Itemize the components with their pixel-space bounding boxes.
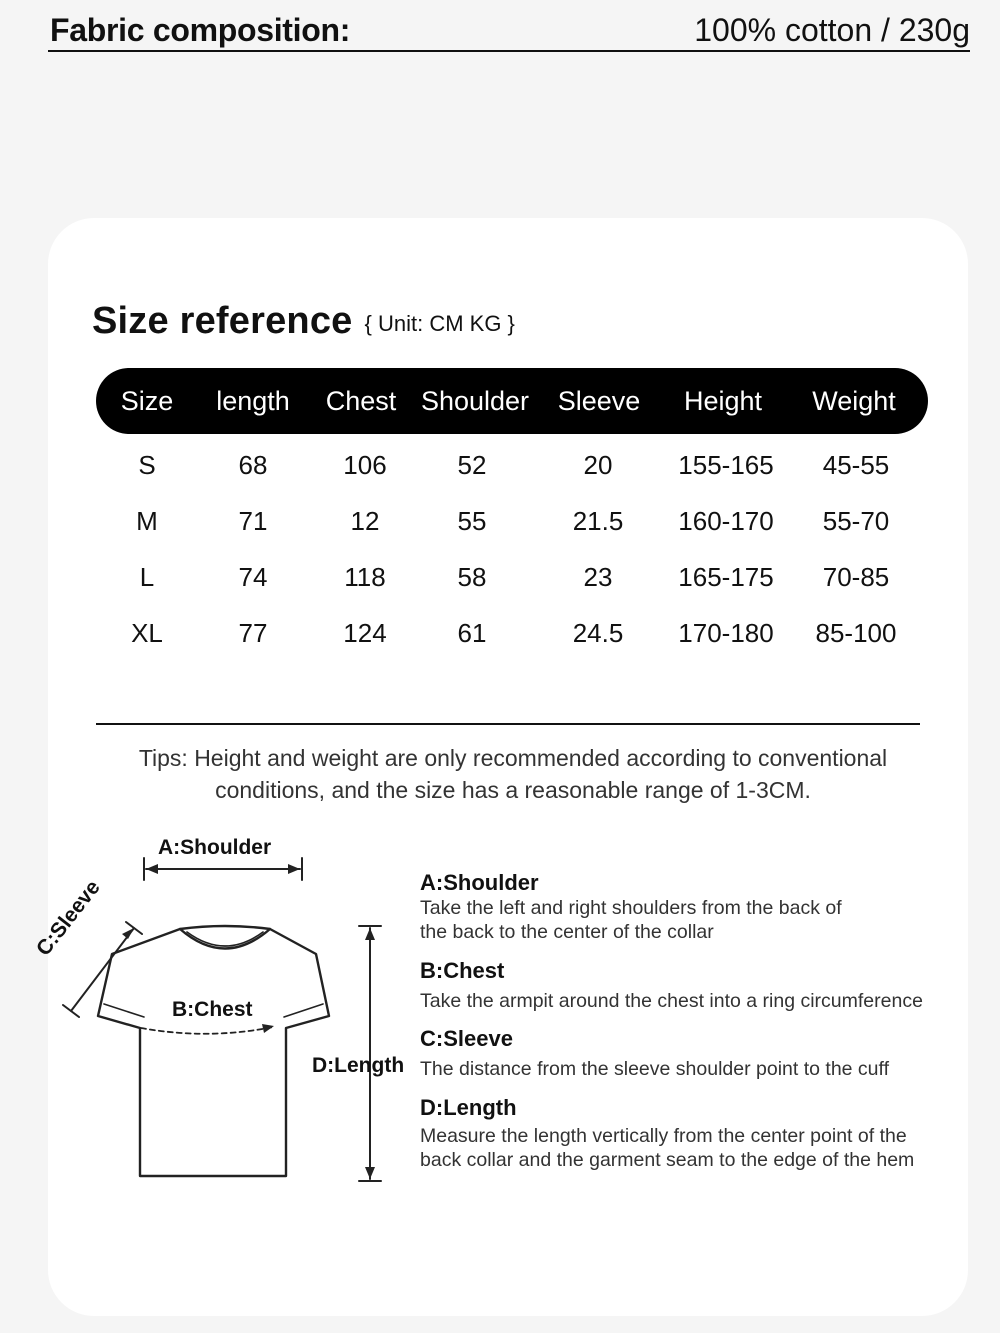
sleeve-description — [420, 1026, 889, 1081]
size-reference-card — [32, 218, 968, 1316]
cell-height: 165-175 — [678, 562, 774, 592]
cell-shoulder: 61 — [457, 618, 487, 648]
cell-length: 71 — [238, 506, 268, 536]
header-size: Size — [120, 386, 174, 416]
cell-chest: 12 — [350, 506, 380, 536]
chest-description-title: B:Chest — [420, 958, 505, 983]
cell-weight: 85-100 — [815, 618, 897, 648]
cell-chest: 118 — [344, 562, 386, 592]
sleeve-description-title: C:Sleeve — [420, 1026, 513, 1051]
header-sleeve: Sleeve — [557, 386, 641, 416]
length-description-line-1: Measure the length vertically from the center point of the — [420, 1125, 907, 1147]
shoulder-description-line-1: Take the left and right shoulders from the back of — [420, 897, 842, 919]
table-row — [96, 605, 928, 661]
chest-description-line-1: Take the armpit around the chest into a ring circumference — [420, 990, 923, 1012]
length-description — [420, 1095, 914, 1172]
cell-sleeve: 24.5 — [572, 618, 624, 648]
shoulder-diagram-label: A:Shoulder — [158, 836, 272, 859]
chest-diagram-label: B:Chest — [172, 998, 253, 1021]
sleeve-diagram-label: C:Sleeve — [32, 876, 105, 961]
cell-weight: 45-55 — [822, 450, 890, 480]
cell-height: 160-170 — [678, 506, 774, 536]
cell-shoulder: 58 — [457, 562, 487, 592]
section-divider — [96, 723, 920, 725]
header-chest: Chest — [325, 386, 397, 416]
measurement-diagram — [32, 818, 448, 1218]
table-row — [96, 493, 928, 549]
cell-height: 155-165 — [678, 450, 774, 480]
size-reference-heading — [92, 300, 515, 343]
table-row — [96, 437, 928, 493]
cell-size: L — [139, 562, 155, 592]
cell-sleeve: 20 — [583, 450, 613, 480]
header-weight: Weight — [812, 386, 896, 416]
fabric-composition-row — [48, 8, 970, 52]
header-shoulder: Shoulder — [420, 386, 530, 416]
cell-chest: 106 — [343, 450, 387, 480]
size-table-header — [96, 368, 928, 434]
shoulder-description-line-2: the back to the center of the collar — [420, 921, 714, 943]
cell-weight: 70-85 — [822, 562, 890, 592]
cell-shoulder: 52 — [457, 450, 487, 480]
length-diagram-label: D:Length — [312, 1054, 405, 1077]
cell-sleeve: 21.5 — [572, 506, 624, 536]
cell-height: 170-180 — [678, 618, 774, 648]
header-height: Height — [683, 386, 763, 416]
tips-line-1: Tips: Height and weight are only recommended according to conventional — [138, 745, 888, 771]
cell-length: 68 — [238, 450, 268, 480]
fabric-composition-value: 100% cotton / 230g — [694, 12, 970, 48]
cell-sleeve: 23 — [583, 562, 613, 592]
shoulder-description-title: A:Shoulder — [420, 870, 539, 895]
length-description-title: D:Length — [420, 1095, 517, 1120]
cell-size: XL — [131, 618, 163, 648]
header-length: length — [216, 386, 290, 416]
sleeve-description-line-1: The distance from the sleeve shoulder point to the cuff — [420, 1058, 889, 1080]
size-reference-unit: { Unit: CM KG } — [364, 311, 515, 336]
shoulder-description — [420, 870, 842, 944]
size-tips — [88, 742, 938, 806]
length-description-line-2: back collar and the garment seam to the edge of the hem — [420, 1149, 915, 1171]
size-reference-title: Size reference — [92, 300, 353, 342]
chest-description — [420, 958, 923, 1013]
cell-length: 77 — [238, 618, 268, 648]
cell-chest: 124 — [343, 618, 387, 648]
fabric-composition-label: Fabric composition: — [50, 12, 351, 48]
cell-size: M — [136, 506, 158, 536]
cell-size: S — [138, 450, 156, 480]
tips-line-2: conditions, and the size has a reasonable range of 1-3CM. — [215, 777, 811, 803]
cell-weight: 55-70 — [822, 506, 890, 536]
cell-shoulder: 55 — [457, 506, 487, 536]
table-row — [96, 549, 928, 605]
cell-length: 74 — [238, 562, 268, 592]
